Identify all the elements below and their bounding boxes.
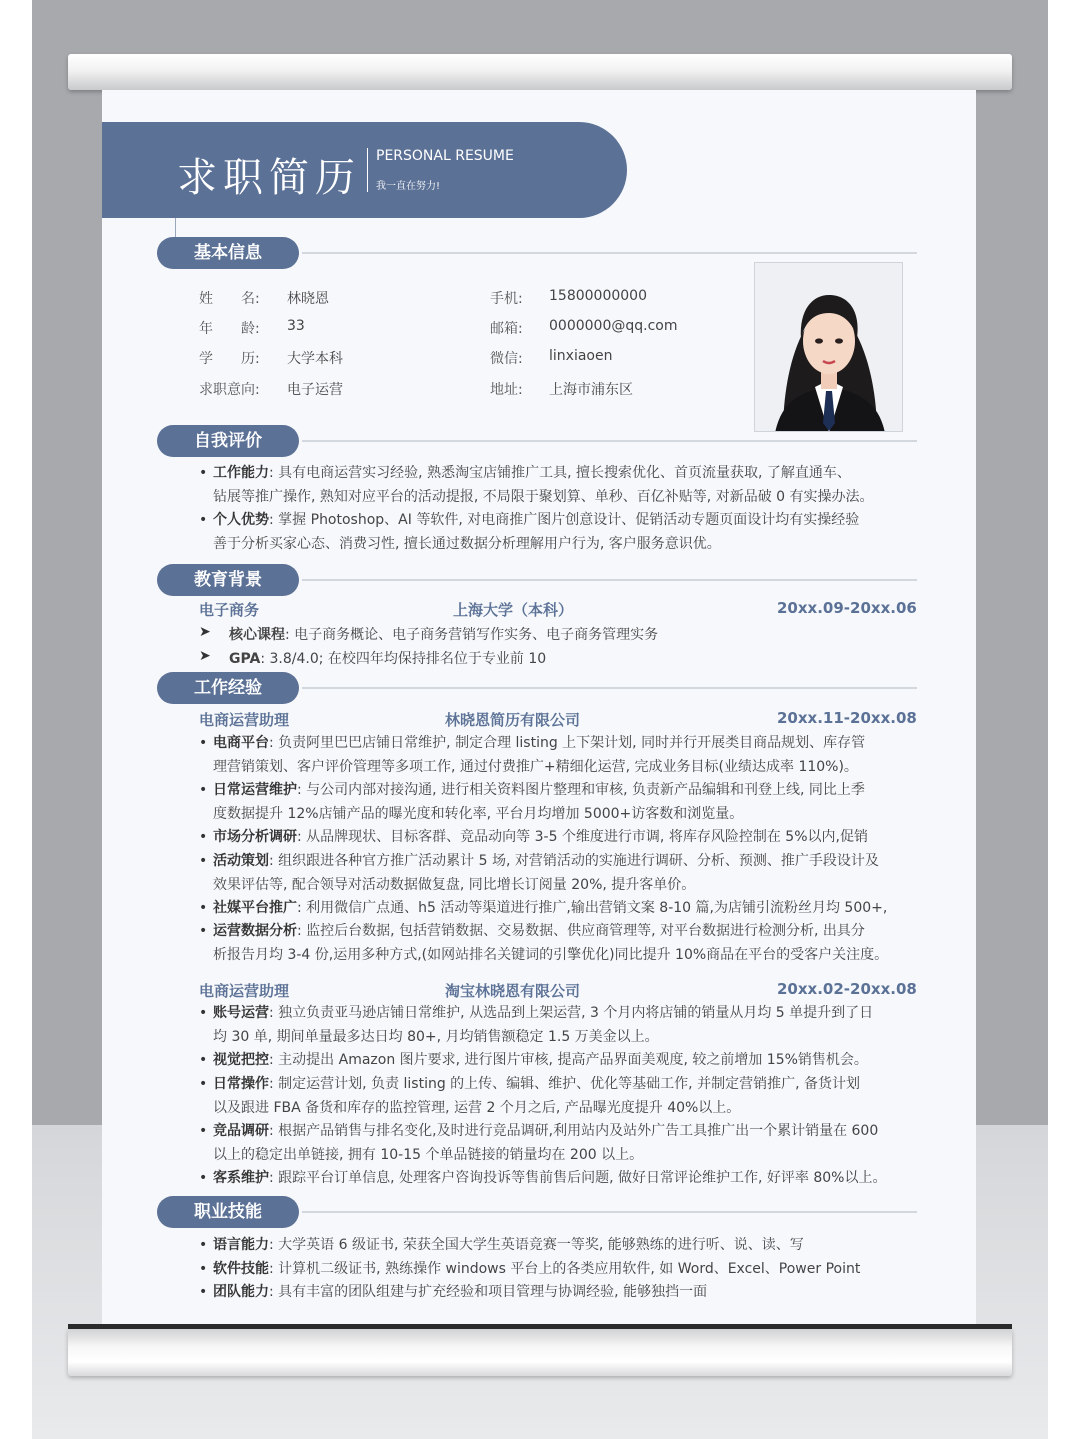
info-label: 手机: [490, 291, 523, 307]
item-text: 利用微信广点通、h5 活动等渠道进行推广,输出营销文案 8-10 篇,为店铺引流粉丝月均 500+, [306, 900, 888, 916]
job-company: 淘宝林晓恩有限公司 [445, 982, 581, 1000]
section-heading: 职业技能 [157, 1196, 299, 1228]
info-value: linxiaoen [549, 348, 613, 364]
self-eval-item: • 工作能力: 具有电商运营实习经验, 熟悉淘宝店铺推广工具, 擅长搜索优化、首页流量获取, 了解直通车、 钻展等推广操作, 熟知对应平台的活动提报, 不局限于聚划算、单秒、百亿补贴等, 对新品破 0 有实操办法。 [199, 462, 919, 509]
bullet-icon: • [199, 1123, 208, 1139]
section-work-experience [157, 672, 917, 704]
item-text: 主动提出 Amazon 图片要求, 进行图片审核, 提高产品界面美观度, 较之前增加 15%销售机会。 [278, 1052, 868, 1068]
section-skills [157, 1196, 917, 1228]
job-role: 电商运营助理 [199, 982, 290, 1000]
info-value: 电子运营 [287, 382, 343, 398]
bullet-icon: • [199, 829, 208, 845]
bullet-icon: • [199, 923, 208, 939]
item-text: 大学英语 6 级证书, 荣获全国大学生英语竞赛一等奖, 能够熟练的进行听、说、读、写 [278, 1237, 804, 1253]
education-school: 上海大学（本科） [453, 601, 574, 619]
bullet-icon: • [199, 1284, 208, 1300]
skill-item: • 软件技能: 计算机二级证书, 熟练操作 windows 平台上的各类应用软件, 如 Word、Excel、Power Point [199, 1258, 919, 1282]
job-duty-item: • 运营数据分析: 监控后台数据, 包括营销数据、交易数据、供应商管理等, 对平台数据进行检测分析, 出具分 析报告月均 3-4 份,运用多种方式,(如网站排名关键词的引擎优化)同比提升 10%商品在平台的受客户关注度。 [199, 920, 919, 967]
bullet-icon: • [199, 1237, 208, 1253]
bullet-icon: • [199, 465, 208, 481]
item-title: 账号运营 [213, 1005, 269, 1021]
item-title: 社媒平台推广 [213, 900, 297, 916]
profile-photo [754, 262, 903, 432]
section-rule [302, 1211, 917, 1213]
item-title: GPA [229, 651, 261, 667]
job-duty-item: • 日常操作: 制定运营计划, 负责 listing 的上传、编辑、维护、优化等基础工作, 并制定营销推广, 备货计划 以及跟进 FBA 备货和库存的监控管理, 运营 2 个月之后, 产品曝光度提升 40%以上。 [199, 1073, 919, 1120]
section-rule [302, 687, 917, 689]
info-label: 姓 名: [199, 291, 260, 307]
title-banner [102, 122, 627, 218]
item-text: 以上的稳定出单链接, 拥有 10-15 个单品链接的销量均在 200 以上。 [213, 1146, 644, 1163]
item-title: 团队能力 [213, 1284, 269, 1300]
info-label: 求职意向: [199, 382, 260, 398]
job-period: 20xx.02-20xx.08 [777, 980, 917, 998]
skill-item: • 团队能力: 具有丰富的团队组建与扩充经验和项目管理与协调经验, 能够独挡一面 [199, 1281, 919, 1305]
bullet-icon: • [199, 735, 208, 751]
info-label: 学 历: [199, 351, 260, 367]
section-self-evaluation [157, 425, 917, 457]
item-text: 度数据提升 12%店铺产品的曝光度和转化率, 平台月均增加 5000+访客数和浏览量。 [213, 805, 744, 822]
self-eval-item: • 个人优势: 掌握 Photoshop、AI 等软件, 对电商推广图片创意设计、促销活动专题页面设计均有实操经验 善于分析买家心态、消费习性, 擅长通过数据分析理解用户行为, 客户服务意识优。 [199, 509, 919, 556]
bottom-scroll-roller [68, 1328, 1012, 1376]
job-period: 20xx.11-20xx.08 [777, 709, 917, 727]
item-text: 从品牌现状、目标客群、竞品动向等 3-5 个维度进行市调, 将库存风险控制在 5%以内,促销 [306, 829, 868, 845]
job-duty-item: • 视觉把控: 主动提出 Amazon 图片要求, 进行图片审核, 提高产品界面美观度, 较之前增加 15%销售机会。 [199, 1049, 919, 1073]
item-title: 核心课程 [229, 627, 285, 643]
item-text: 效果评估等, 配合领导对活动数据做复盘, 同比增长订阅量 20%, 提升客单价。 [213, 876, 696, 893]
top-scroll-roller [68, 54, 1012, 90]
job-duty-item: • 竞品调研: 根据产品销售与排名变化,及时进行竞品调研,利用站内及站外广告工具推广出一个累计销量在 600 以上的稳定出单链接, 拥有 10-15 个单品链接的销量均在 200 以上。 [199, 1120, 919, 1167]
item-title: 运营数据分析 [213, 923, 297, 939]
item-title: 日常运营维护 [213, 782, 297, 798]
job-company: 林晓恩简历有限公司 [445, 711, 581, 729]
info-value: 上海市浦东区 [549, 382, 633, 398]
arrow-bullet-icon: ➤ [199, 648, 211, 664]
education-period: 20xx.09-20xx.06 [777, 599, 917, 617]
info-value: 大学本科 [287, 351, 343, 367]
bullet-icon: • [199, 1052, 208, 1068]
job-role: 电商运营助理 [199, 711, 290, 729]
skill-item: • 语言能力: 大学英语 6 级证书, 荣获全国大学生英语竞赛一等奖, 能够熟练的进行听、说、读、写 [199, 1234, 919, 1258]
job-duty-item: • 客系维护: 跟踪平台订单信息, 处理客户咨询投诉等售前售后问题, 做好日常评论维护工作, 好评率 80%以上。 [199, 1167, 919, 1191]
item-text: 独立负责亚马逊店铺日常维护, 从选品到上架运营, 3 个月内将店铺的销量从月均 5 单提升到了日 [278, 1005, 874, 1021]
job-duty-item: • 活动策划: 组织跟进各种官方推广活动累计 5 场, 对营销活动的实施进行调研、分析、预测、推广手段设计及 效果评估等, 配合领导对活动数据做复盘, 同比增长订阅量 20%, 提升客单价。 [199, 850, 919, 897]
job-duty-item: • 日常运营维护: 与公司内部对接沟通, 进行相关资料图片整理和审核, 负责新产品编辑和刊登上线, 同比上季 度数据提升 12%店铺产品的曝光度和转化率, 平台月均增加 5000+访客数和浏览量。 [199, 779, 919, 826]
job-duty-item: • 电商平台: 负责阿里巴巴店铺日常维护, 制定合理 listing 上下架计划, 同时并行开展类目商品规划、库存管 理营销策划、客户评价管理等多项工作, 通过付费推广+精细化运营, 完成业务目标(业绩达成率 110%)。 [199, 732, 919, 779]
bullet-icon: • [199, 1261, 208, 1277]
info-value: 林晓恩 [287, 291, 329, 307]
item-title: 电商平台 [213, 735, 269, 751]
education-major: 电子商务 [199, 601, 260, 619]
section-heading: 自我评价 [157, 425, 299, 457]
job-header [199, 980, 917, 1002]
info-label: 微信: [490, 351, 523, 367]
info-value: 0000000@qq.com [549, 318, 678, 334]
resume-motto: 我一直在努力! [376, 181, 441, 192]
item-text: 具有电商运营实习经验, 熟悉淘宝店铺推广工具, 擅长搜索优化、首页流量获取, 了解直通车、 [278, 465, 851, 481]
section-rule [302, 440, 917, 442]
item-text: 3.8/4.0; 在校四年均保持排名位于专业前 10 [269, 651, 547, 667]
section-rule [302, 579, 917, 581]
info-label: 年 龄: [199, 321, 260, 337]
item-text: 掌握 Photoshop、AI 等软件, 对电商推广图片创意设计、促销活动专题页面设计均有实操经验 [278, 512, 860, 528]
item-title: 工作能力 [213, 465, 269, 481]
education-item: ➤ 核心课程: 电子商务概论、电子商务营销写作实务、电子商务管理实务 [199, 624, 659, 643]
item-title: 软件技能 [213, 1261, 269, 1277]
bullet-icon: • [199, 512, 208, 528]
bullet-icon: • [199, 782, 208, 798]
item-text: 具有丰富的团队组建与扩充经验和项目管理与协调经验, 能够独挡一面 [278, 1284, 708, 1300]
item-text: 跟踪平台订单信息, 处理客户咨询投诉等售前售后问题, 做好日常评论维护工作, 好评率 80%以上。 [278, 1170, 887, 1186]
section-heading: 基本信息 [157, 237, 299, 269]
item-text: 电子商务概论、电子商务营销写作实务、电子商务管理实务 [294, 627, 659, 643]
arrow-bullet-icon: ➤ [199, 624, 211, 640]
bullet-icon: • [199, 1005, 208, 1021]
item-text: 均 30 单, 期间单量最多达日均 80+, 月均销售额稳定 1.5 万美金以上。 [213, 1028, 659, 1045]
info-label: 邮箱: [490, 321, 523, 337]
item-text: 善于分析买家心态、消费习性, 擅长通过数据分析理解用户行为, 客户服务意识优。 [213, 535, 721, 552]
education-row [199, 599, 917, 621]
section-education [157, 564, 917, 596]
item-text: 负责阿里巴巴店铺日常维护, 制定合理 listing 上下架计划, 同时并行开展类目商品规划、库存管 [278, 735, 866, 751]
item-title: 活动策划 [213, 853, 269, 869]
info-label: 地址: [490, 382, 523, 398]
bullet-icon: • [199, 1170, 208, 1186]
bullet-icon: • [199, 1076, 208, 1092]
education-item: ➤ GPA: 3.8/4.0; 在校四年均保持排名位于专业前 10 [199, 648, 547, 667]
item-title: 市场分析调研 [213, 829, 297, 845]
section-heading: 教育背景 [157, 564, 299, 596]
job-duty-item: • 社媒平台推广: 利用微信广点通、h5 活动等渠道进行推广,输出营销文案 8-10 篇,为店铺引流粉丝月均 500+, [199, 897, 919, 921]
item-text: 与公司内部对接沟通, 进行相关资料图片整理和审核, 负责新产品编辑和刊登上线, 同比上季 [306, 782, 865, 798]
item-title: 视觉把控 [213, 1052, 269, 1068]
job-header [199, 709, 917, 731]
item-text: 监控后台数据, 包括营销数据、交易数据、供应商管理等, 对平台数据进行检测分析, 出具分 [306, 923, 865, 939]
resume-title: 求职简历 [177, 155, 361, 201]
item-text: 以及跟进 FBA 备货和库存的监控管理, 运营 2 个月之后, 产品曝光度提升 40%以上。 [213, 1099, 741, 1116]
item-text: 析报告月均 3-4 份,运用多种方式,(如网站排名关键词的引擎优化)同比提升 10%商品在平台的受客户关注度。 [213, 946, 889, 963]
item-text: 计算机二级证书, 熟练操作 windows 平台上的各类应用软件, 如 Word、Excel、Power Point [278, 1261, 861, 1277]
item-text: 组织跟进各种官方推广活动累计 5 场, 对营销活动的实施进行调研、分析、预测、推广手段设计及 [278, 853, 879, 869]
resume-paper [102, 90, 976, 1328]
bullet-icon: • [199, 853, 208, 869]
info-value: 33 [287, 318, 305, 334]
item-text: 制定运营计划, 负责 listing 的上传、编辑、维护、优化等基础工作, 并制定营销推广, 备货计划 [278, 1076, 860, 1092]
item-text: 根据产品销售与排名变化,及时进行竞品调研,利用站内及站外广告工具推广出一个累计销量在 600 [278, 1123, 879, 1139]
title-divider [367, 148, 368, 192]
item-title: 竞品调研 [213, 1123, 269, 1139]
section-rule [302, 252, 917, 254]
job-duty-item: • 市场分析调研: 从品牌现状、目标客群、竞品动向等 3-5 个维度进行市调, 将库存风险控制在 5%以内,促销 [199, 826, 919, 850]
job-duty-item: • 账号运营: 独立负责亚马逊店铺日常维护, 从选品到上架运营, 3 个月内将店铺的销量从月均 5 单提升到了日 均 30 单, 期间单量最多达日均 80+, 月均销售额稳定 1.5 万美金以上。 [199, 1002, 919, 1049]
item-title: 客系维护 [213, 1170, 269, 1186]
section-heading: 工作经验 [157, 672, 299, 704]
resume-subtitle: PERSONAL RESUME [376, 148, 514, 164]
item-text: 钻展等推广操作, 熟知对应平台的活动提报, 不局限于聚划算、单秒、百亿补贴等, 对新品破 0 有实操办法。 [213, 488, 874, 505]
item-title: 个人优势 [213, 512, 269, 528]
info-value: 15800000000 [549, 288, 647, 304]
portrait-illustration [755, 263, 903, 432]
item-title: 语言能力 [213, 1237, 269, 1253]
bullet-icon: • [199, 900, 208, 916]
item-title: 日常操作 [213, 1076, 269, 1092]
item-text: 理营销策划、客户评价管理等多项工作, 通过付费推广+精细化运营, 完成业务目标(业绩达成率 110%)。 [213, 758, 858, 775]
